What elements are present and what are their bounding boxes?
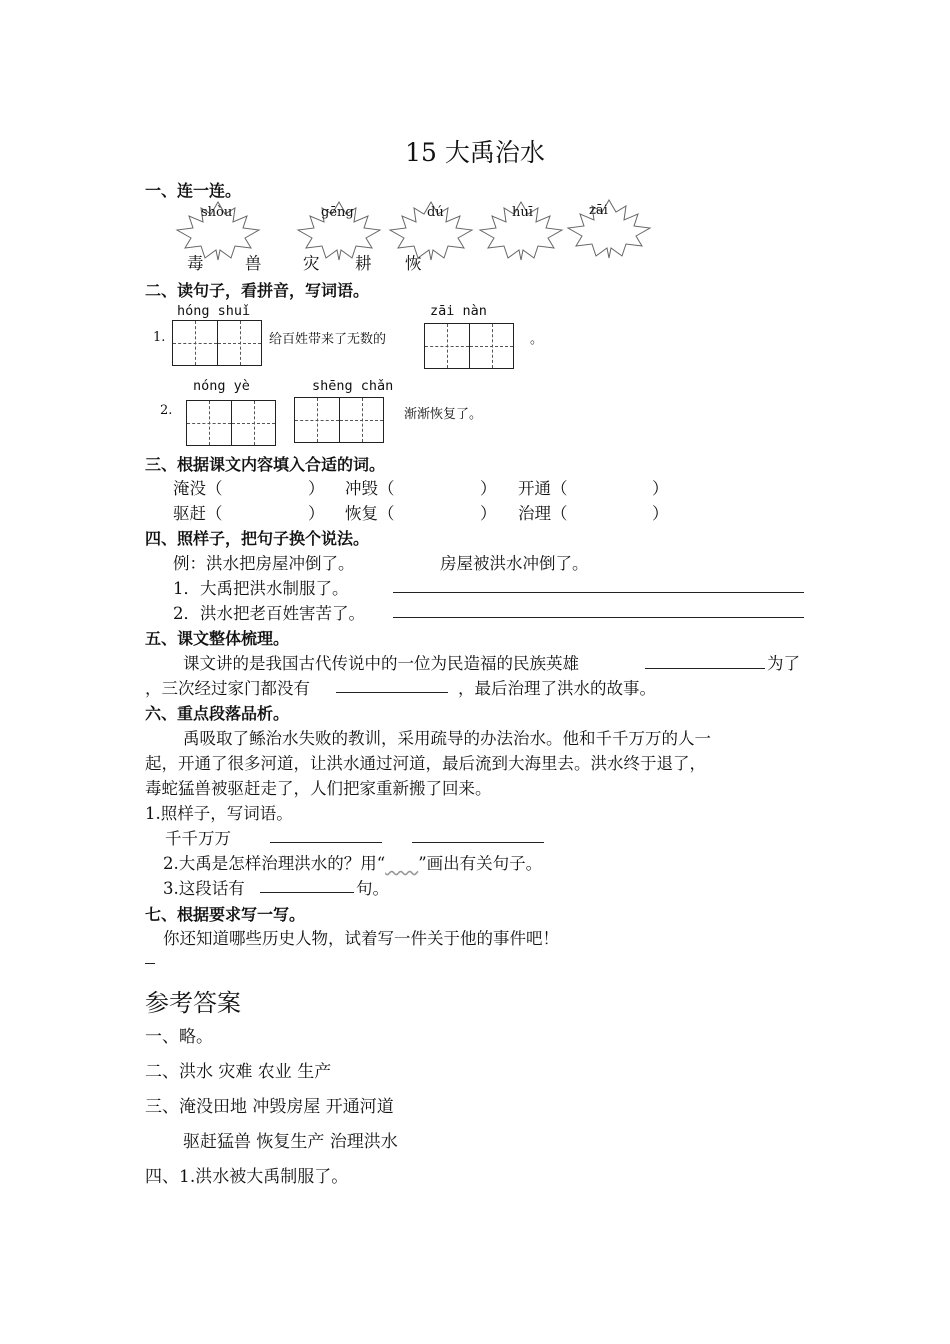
answer-line[interactable]	[645, 668, 765, 669]
grid-cell[interactable]	[425, 324, 469, 368]
fill-label: 治理（	[518, 504, 568, 523]
answer-line[interactable]	[412, 842, 544, 843]
section-4-heading: 四、照样子，把句子换个说法。	[145, 529, 370, 548]
pinyin-label: huī	[512, 205, 533, 220]
page-title: 15 大禹治水	[405, 138, 545, 167]
question-number: 2.	[160, 403, 173, 418]
question-text	[163, 850, 542, 874]
grid-cell[interactable]	[217, 321, 261, 365]
pinyin-label: hóng shuǐ	[177, 303, 251, 319]
maple-leaf-icon	[566, 198, 652, 260]
character: 灾	[303, 254, 320, 273]
answer-item: 三、淹没田地 冲毁房屋 开通河道	[145, 1097, 394, 1117]
fill-label: 淹没（	[173, 479, 223, 498]
question-text: 2．洪水把老百姓害苦了。	[173, 604, 365, 623]
pinyin-label: zāi nàn	[430, 303, 487, 319]
sentence-text: 渐渐恢复了。	[404, 407, 483, 422]
fill-paren: ）	[308, 504, 325, 523]
wavy-mark	[385, 854, 418, 873]
grid-cell[interactable]	[295, 398, 339, 442]
paragraph-text: 起，开通了很多河道，让洪水通过河道，最后流到大海里去。洪水终于退了，	[145, 754, 706, 773]
writing-grid[interactable]	[424, 323, 514, 369]
grid-cell[interactable]	[339, 398, 383, 442]
fill-label: 冲毁（	[345, 479, 395, 498]
pinyin-label: nóng yè	[193, 378, 250, 394]
answer-line[interactable]	[260, 892, 354, 893]
writing-grid[interactable]	[172, 320, 262, 366]
section-1-heading: 一、连一连。	[145, 181, 242, 200]
question-number: 1.	[153, 330, 166, 345]
answer-line[interactable]	[393, 617, 804, 618]
answer-item: 二、洪水 灾难 农业 生产	[145, 1062, 332, 1082]
section-7-heading: 七、根据要求写一写。	[145, 905, 306, 924]
example-sentence: 房屋被洪水冲倒了。	[440, 554, 589, 573]
answer-item: 一、略。	[145, 1027, 213, 1047]
writing-grid[interactable]	[186, 400, 276, 446]
pinyin-label: zāi	[589, 203, 608, 218]
grid-cell[interactable]	[231, 401, 275, 445]
question-text: 1．大禹把洪水制服了。	[173, 579, 349, 598]
pinyin-label: dú	[427, 205, 444, 220]
pinyin-label: gēng	[321, 205, 354, 220]
example-word: 千千万万	[165, 829, 231, 848]
grid-cell[interactable]	[173, 321, 217, 365]
writing-grid[interactable]	[294, 397, 384, 443]
fill-paren: ）	[480, 479, 497, 498]
sentence-text: 给百姓带来了无数的	[269, 332, 387, 347]
question-text-a: 2.大禹是怎样治理洪水的？用“	[163, 854, 386, 873]
fill-label: 驱赶（	[173, 504, 223, 523]
sentence-end: 。	[530, 332, 544, 347]
section-2-heading: 二、读句子，看拼音，写词语。	[145, 281, 370, 300]
divider-mark	[145, 963, 155, 964]
paragraph-text: 为了	[767, 654, 800, 673]
answer-line[interactable]	[393, 592, 804, 593]
question-text: 句。	[356, 879, 389, 898]
character: 毒	[187, 254, 204, 273]
answer-line[interactable]	[336, 692, 448, 693]
paragraph-text: ，最后治理了洪水的故事。	[458, 679, 656, 698]
pinyin-label: shòu	[201, 205, 233, 220]
section-6-heading: 六、重点段落品析。	[145, 704, 290, 723]
character: 耕	[355, 254, 372, 273]
answer-item: 驱赶猛兽 恢复生产 治理洪水	[183, 1132, 398, 1152]
character: 恢	[405, 254, 422, 273]
paragraph-text: ，三次经过家门都没有	[145, 679, 310, 698]
question-text-b: ”画出有关句子。	[418, 854, 543, 873]
paragraph-text: 你还知道哪些历史人物，试着写一件关于他的事件吧！	[163, 929, 559, 948]
pinyin-label: shēng chǎn	[312, 378, 394, 394]
paragraph-text: 课文讲的是我国古代传说中的一位为民造福的民族英雄	[183, 654, 579, 673]
fill-paren: ）	[652, 504, 669, 523]
section-3-heading: 三、根据课文内容填入合适的词。	[145, 455, 386, 474]
paragraph-text: 禹吸取了鲧治水失败的教训，采用疏导的办法治水。他和千千万万的人一	[183, 729, 711, 748]
answer-line[interactable]	[270, 842, 382, 843]
grid-cell[interactable]	[469, 324, 513, 368]
fill-label: 开通（	[518, 479, 568, 498]
character: 兽	[245, 254, 262, 273]
question-text: 3.这段话有	[163, 879, 245, 898]
paragraph-text: 毒蛇猛兽被驱赶走了，人们把家重新搬了回来。	[145, 779, 492, 798]
fill-paren: ）	[652, 479, 669, 498]
fill-paren: ）	[308, 479, 325, 498]
grid-cell[interactable]	[187, 401, 231, 445]
example-sentence: 例：洪水把房屋冲倒了。	[173, 554, 355, 573]
fill-label: 恢复（	[345, 504, 395, 523]
fill-paren: ）	[480, 504, 497, 523]
section-5-heading: 五、课文整体梳理。	[145, 629, 290, 648]
answer-item: 四、1.洪水被大禹制服了。	[145, 1167, 349, 1187]
question-text: 1.照样子，写词语。	[145, 804, 293, 823]
answers-title: 参考答案	[145, 989, 241, 1017]
